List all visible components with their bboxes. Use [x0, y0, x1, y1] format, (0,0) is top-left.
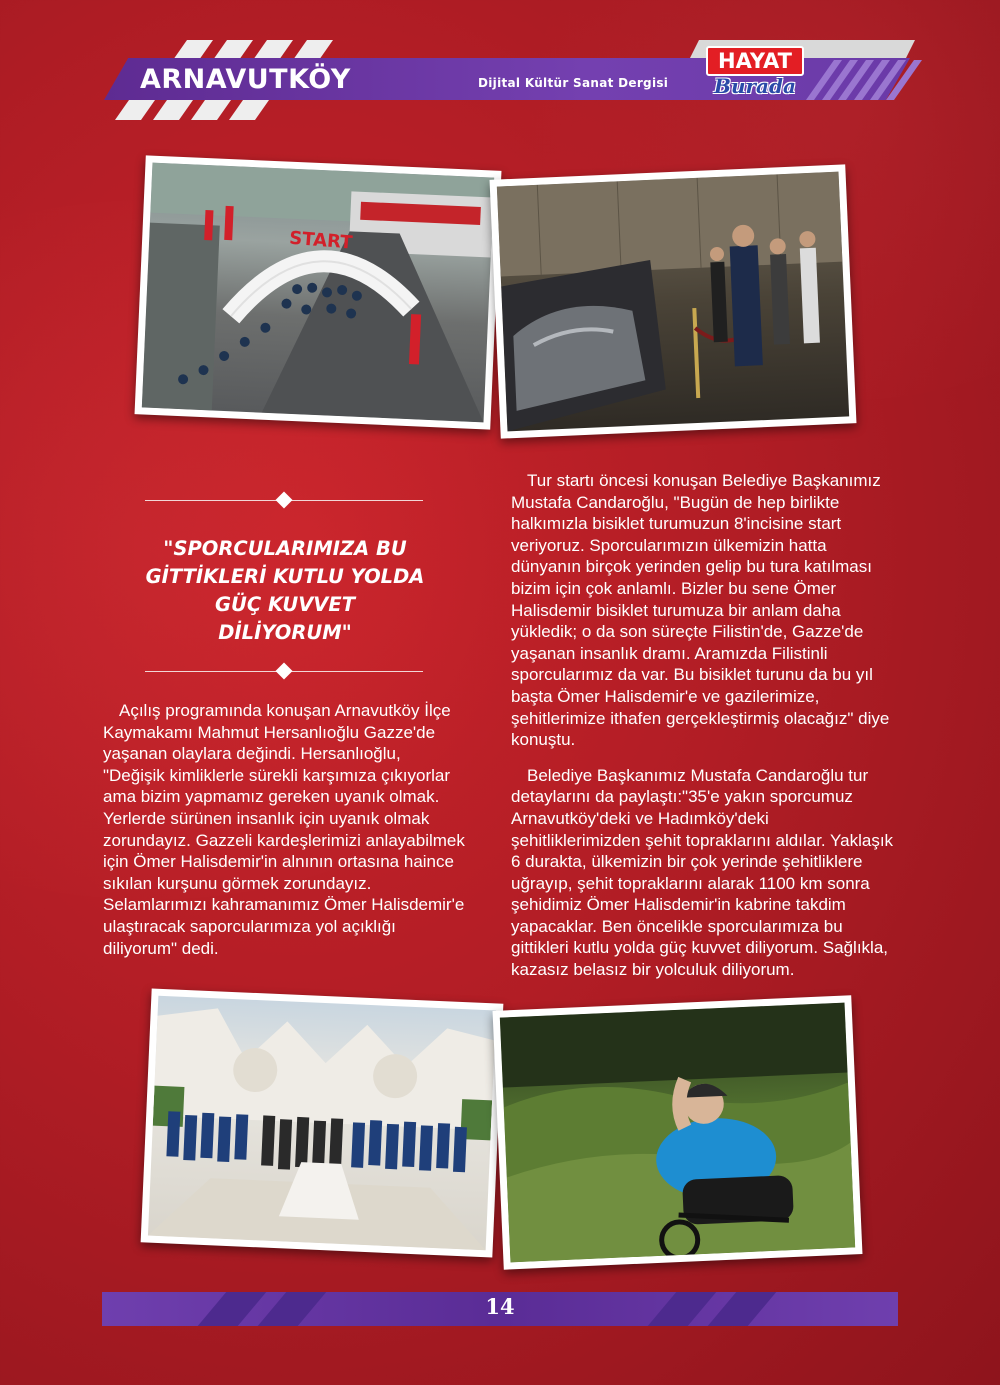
- photo-group-monument: [141, 988, 504, 1257]
- left-text-column: [103, 700, 465, 973]
- photo-cyclist: [493, 995, 863, 1269]
- cyclist-illustration: [500, 1003, 855, 1263]
- race-start-illustration: [142, 163, 494, 423]
- header-fade-stripes: [800, 60, 920, 100]
- start-banner-text: START: [288, 227, 354, 254]
- header-stripes-bottom: [112, 100, 312, 122]
- right-paragraph-2: Belediye Başkanımız Mustafa Candaroğlu tur detaylarını da paylaştı:"35'e yakın sporcumuz Arnavutköy'deki ve Hadımköy'deki şehitliklerimizden şehit topraklarını aldılar. Yaklaşık 6 durakta, ülkemizin bir çok yerinde şehitliklere uğrayıp, şehit topraklarını alarak 1100 km sonra şehidimiz Ömer Halisdemir'in kabrine takdim yapacaklar. Ben öncelikle sporcularımıza bu gittikleri kutlu yolda güç kuvvet diliyorum. Sağlıkla, kazasız belasız bir yolculuk diliyorum.: [511, 765, 894, 980]
- right-paragraph-1: Tur startı öncesi konuşan Belediye Başkanımız Mustafa Candaroğlu, "Bugün de hep birlikte halkımızla bisiklet turumuzun 8'incisine start veriyoruz. Sporcularımızın ülkemizin hatta dünyanın birçok yerinden gelip bu tura katılması bizim için çok anlamlı. Bizler bu sene Ömer Halisdemir bisiklet turumuza bir anlam daha yükledik; o da son süreçte Filistin'de, Gazze'de yaşanan insanlık dramı. Aramızda Filistinli sporcularımız da var. Bu bisiklet turunu da bu yıl başta Ömer Halisdemir'e ve gazilerimize, şehitlerimize ithafen gerçekleştirmiş olacağız" diye konuştu.: [511, 471, 890, 750]
- photo-race-start: [135, 155, 502, 429]
- right-text-column: [511, 470, 896, 995]
- logo-burada: Burada: [714, 74, 796, 98]
- hayat-burada-logo: [700, 46, 806, 102]
- museum-exhibit-illustration: [497, 172, 849, 432]
- page-number: 14: [485, 1294, 515, 1319]
- left-paragraph-1: Açılış programında konuşan Arnavutköy İlçe Kaymakamı Mahmut Hersanlıoğlu Gazze'de yaşanan olaylara değindi. Hersanlıoğlu, "Değişik kimliklerle sürekli karşımıza çıkıyorlar ama bizim yapmamız gereken uyanık olmak. Yerlerde sürünen insanlık için uyanık olmak zorundayız. Gazzeli kardeşlerimizi anlayabilmek için Ömer Halisdemir'in alnının ortasına haince sıkılan kurşunu görmek zorundayız. Selamlarımızı kahramanımız Ömer Halisdemir'e ulaştıracak saporcularımıza yol açıklığı diliyorum" dedi.: [103, 701, 465, 958]
- pull-quote: "SPORCULARIMIZA BU GİTTİKLERİ KUTLU YOLDA GÜÇ KUVVET DİLİYORUM": [145, 537, 425, 644]
- logo-hayat: HAYAT: [706, 46, 804, 76]
- photo-museum-exhibit: [490, 164, 857, 438]
- group-monument-illustration: [148, 996, 496, 1251]
- magazine-title: ARNAVUTKÖY: [140, 64, 351, 95]
- header-stripes-top: [120, 40, 320, 60]
- magazine-subtitle: Dijital Kültür Sanat Dergisi: [478, 76, 669, 90]
